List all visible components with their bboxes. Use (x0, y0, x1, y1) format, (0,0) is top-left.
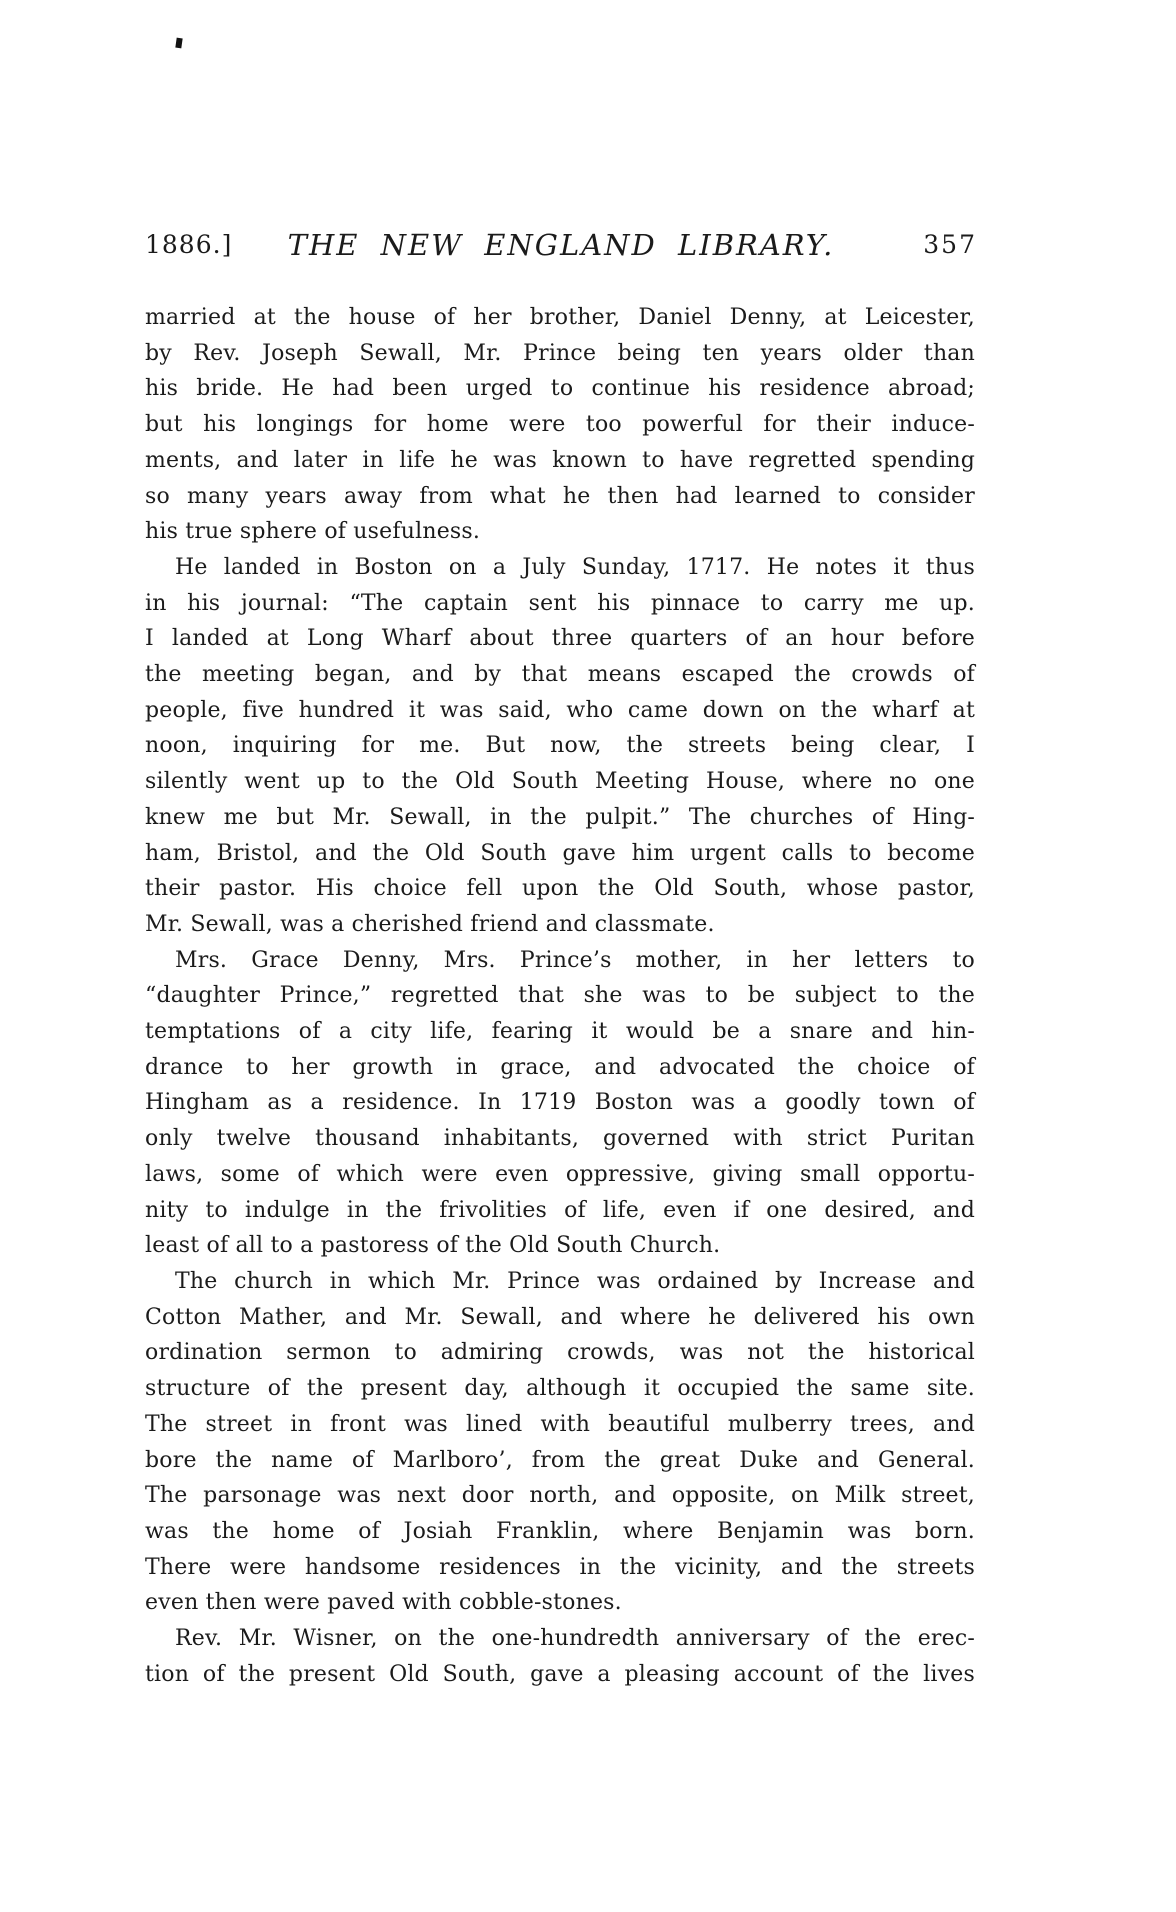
text-line: only twelve thousand inhabitants, governed with strict Puritan (145, 1126, 975, 1152)
text-line: ordination sermon to admiring crowds, was not the historical (145, 1340, 975, 1366)
text-line: but his longings for home were too powerful for their induce- (145, 412, 975, 438)
header-year-label: 1886.] (145, 230, 233, 259)
text-line: I landed at Long Wharf about three quarters of an hour before (145, 626, 975, 652)
text-line: The church in which Mr. Prince was ordained by Increase and (175, 1268, 975, 1294)
text-line: Hingham as a residence. In 1719 Boston was a goodly town of (145, 1090, 975, 1116)
text-line: tion of the present Old South, gave a pleasing account of the lives (145, 1661, 975, 1687)
paragraph (145, 943, 975, 1264)
text-line: even then were paved with cobble-stones. (145, 1590, 622, 1616)
text-line: The parsonage was next door north, and opposite, on Milk street, (145, 1483, 975, 1509)
paragraph (145, 550, 975, 943)
text-line: married at the house of her brother, Daniel Denny, at Leicester, (145, 305, 975, 330)
paragraph (145, 1264, 975, 1621)
text-line: people, five hundred it was said, who came down on the wharf at (145, 697, 975, 723)
text-line: nity to indulge in the frivolities of life, even if one desired, and (145, 1197, 975, 1223)
text-line: Cotton Mather, and Mr. Sewall, and where he delivered his own (145, 1304, 975, 1330)
text-line: laws, some of which were even oppressive, giving small opportu- (145, 1161, 975, 1187)
text-line: so many years away from what he then had learned to consider (145, 483, 975, 509)
text-line: Mrs. Grace Denny, Mrs. Prince’s mother, in her letters to (175, 947, 975, 973)
text-line: The street in front was lined with beautiful mulberry trees, and (145, 1411, 975, 1437)
text-line: by Rev. Joseph Sewall, Mr. Prince being ten years older than (145, 340, 975, 366)
text-line: least of all to a pastoress of the Old South Church. (145, 1233, 721, 1259)
text-line: temptations of a city life, fearing it would be a snare and hin- (145, 1019, 975, 1045)
text-line: drance to her growth in grace, and advocated the choice of (145, 1054, 975, 1080)
text-line: was the home of Josiah Franklin, where Benjamin was born. (145, 1518, 975, 1544)
text-line: Mr. Sewall, was a cherished friend and classmate. (145, 911, 715, 937)
page-body (145, 300, 975, 1692)
text-line: silently went up to the Old South Meeting House, where no one (145, 769, 975, 795)
text-line: “daughter Prince,” regretted that she was to be subject to the (145, 983, 975, 1009)
text-line: knew me but Mr. Sewall, in the pulpit.” The churches of Hing- (145, 804, 975, 830)
text-line: noon, inquiring for me. But now, the streets being clear, I (145, 733, 975, 759)
text-line: his bride. He had been urged to continue his residence abroad; (145, 376, 975, 402)
text-line: There were handsome residences in the vicinity, and the streets (145, 1554, 975, 1580)
text-line: their pastor. His choice fell upon the Old South, whose pastor, (145, 876, 975, 902)
text-line: structure of the present day, although it occupied the same site. (145, 1376, 975, 1402)
header-title: THE NEW ENGLAND LIBRARY. (287, 228, 835, 262)
text-line: ments, and later in life he was known to have regretted spending (145, 447, 975, 473)
text-line: Rev. Mr. Wisner, on the one-hundredth anniversary of the erec- (175, 1626, 975, 1652)
paragraph (145, 1621, 975, 1692)
ink-speck (175, 38, 182, 49)
text-line: ham, Bristol, and the Old South gave him urgent calls to become (145, 840, 975, 866)
header-page-number: 357 (923, 230, 977, 259)
paragraph (145, 300, 975, 550)
text-line: He landed in Boston on a July Sunday, 1717. He notes it thus (175, 554, 975, 580)
text-line: in his journal: “The captain sent his pinnace to carry me up. (145, 590, 975, 616)
page-header (145, 228, 977, 268)
text-line: his true sphere of usefulness. (145, 519, 481, 545)
text-line: the meeting began, and by that means escaped the crowds of (145, 662, 975, 688)
text-line: bore the name of Marlboro’, from the great Duke and General. (145, 1447, 975, 1473)
